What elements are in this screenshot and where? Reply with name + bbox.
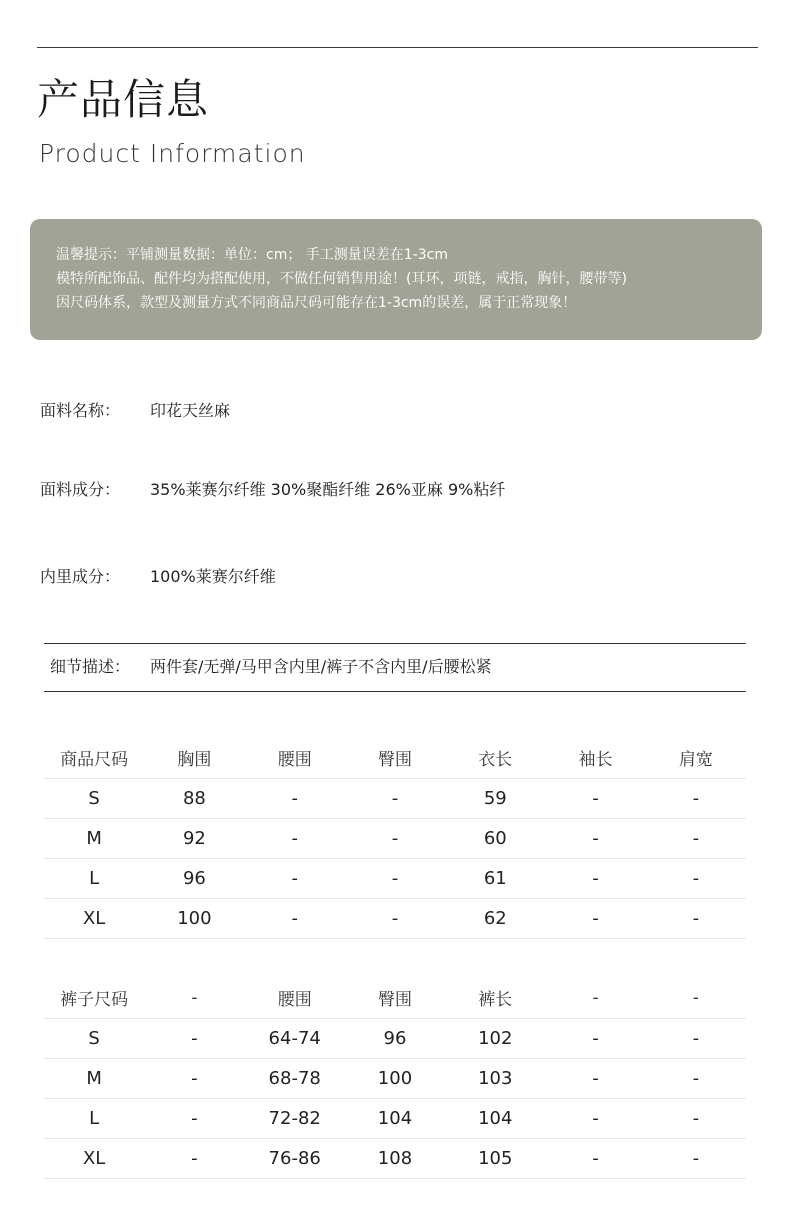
table-row bbox=[44, 1098, 746, 1138]
table-cell: XL bbox=[44, 898, 144, 938]
table-header-row bbox=[44, 978, 746, 1018]
header-cell: 裤子尺码 bbox=[44, 978, 144, 1018]
table-cell: - bbox=[345, 898, 445, 938]
table-cell: - bbox=[245, 818, 345, 858]
table-cell: - bbox=[245, 898, 345, 938]
table-cell: - bbox=[545, 1138, 645, 1178]
fabric-composition-row bbox=[40, 479, 505, 501]
header-cell: 腰围 bbox=[245, 978, 345, 1018]
header-cell: 商品尺码 bbox=[44, 738, 144, 778]
header-cell: 腰围 bbox=[245, 738, 345, 778]
table-cell: - bbox=[646, 858, 746, 898]
table-cell: - bbox=[646, 778, 746, 818]
notice-line: 模特所配饰品、配件均为搭配使用，不做任何销售用途！(耳环，项链，戒指，胸针，腰带等) bbox=[56, 271, 627, 287]
table-cell: 96 bbox=[345, 1018, 445, 1058]
lining-composition-label: 内里成分： bbox=[40, 567, 121, 586]
notice-box bbox=[30, 219, 762, 340]
table-row bbox=[44, 778, 746, 818]
table-cell: 60 bbox=[445, 818, 545, 858]
table-cell: S bbox=[44, 778, 144, 818]
table-cell: 108 bbox=[345, 1138, 445, 1178]
table-cell: M bbox=[44, 1058, 144, 1098]
table-cell: - bbox=[345, 858, 445, 898]
fabric-composition-label: 面料成分： bbox=[40, 480, 121, 499]
table-cell: - bbox=[646, 1018, 746, 1058]
table-cell: 104 bbox=[345, 1098, 445, 1138]
top-divider bbox=[37, 47, 758, 48]
detail-top-rule bbox=[44, 643, 746, 644]
table-cell: - bbox=[545, 1058, 645, 1098]
header-cell: 胸围 bbox=[144, 738, 244, 778]
table-cell: - bbox=[545, 818, 645, 858]
header-cell: 臀围 bbox=[345, 738, 445, 778]
table-cell: 59 bbox=[445, 778, 545, 818]
table-cell: M bbox=[44, 818, 144, 858]
header-cell: - bbox=[144, 978, 244, 1018]
table-cell: - bbox=[345, 778, 445, 818]
notice-line: 因尺码体系，款型及测量方式不同商品尺码可能存在1-3cm的误差，属于正常现象！ bbox=[56, 295, 577, 311]
table-cell: 100 bbox=[144, 898, 244, 938]
table-cell: - bbox=[545, 778, 645, 818]
table-cell: 72-82 bbox=[245, 1098, 345, 1138]
detail-label: 细节描述： bbox=[50, 657, 131, 676]
table-cell: 92 bbox=[144, 818, 244, 858]
table-cell: 64-74 bbox=[245, 1018, 345, 1058]
table-cell: - bbox=[646, 1058, 746, 1098]
table-cell: L bbox=[44, 858, 144, 898]
fabric-composition-value: 35%莱赛尔纤维 30%聚酯纤维 26%亚麻 9%粘纤 bbox=[150, 480, 506, 499]
table-cell: 104 bbox=[445, 1098, 545, 1138]
table-cell: - bbox=[646, 898, 746, 938]
table-cell: L bbox=[44, 1098, 144, 1138]
detail-row bbox=[50, 656, 492, 678]
header-cell: 裤长 bbox=[445, 978, 545, 1018]
table-cell: S bbox=[44, 1018, 144, 1058]
table-cell: - bbox=[144, 1098, 244, 1138]
header-cell: 肩宽 bbox=[646, 738, 746, 778]
header-cell: 臀围 bbox=[345, 978, 445, 1018]
table-cell: - bbox=[646, 1138, 746, 1178]
table-cell: 76-86 bbox=[245, 1138, 345, 1178]
notice-line: 温馨提示：平铺测量数据：单位：cm； 手工测量误差在1-3cm bbox=[56, 247, 448, 263]
table-row bbox=[44, 1018, 746, 1058]
table-cell: - bbox=[545, 858, 645, 898]
table-row bbox=[44, 858, 746, 898]
table-cell: 61 bbox=[445, 858, 545, 898]
table-cell: 100 bbox=[345, 1058, 445, 1098]
header-cell: 衣长 bbox=[445, 738, 545, 778]
table-cell: 88 bbox=[144, 778, 244, 818]
table-row bbox=[44, 1138, 746, 1178]
table-cell: 102 bbox=[445, 1018, 545, 1058]
lining-composition-row bbox=[40, 566, 276, 588]
detail-bottom-rule bbox=[44, 691, 746, 692]
table-row bbox=[44, 1058, 746, 1098]
table-cell: 105 bbox=[445, 1138, 545, 1178]
fabric-name-row bbox=[40, 400, 230, 422]
table-cell: - bbox=[144, 1018, 244, 1058]
table-cell: 103 bbox=[445, 1058, 545, 1098]
table-cell: 96 bbox=[144, 858, 244, 898]
table-row bbox=[44, 818, 746, 858]
table-cell: - bbox=[345, 818, 445, 858]
table-cell: - bbox=[646, 1098, 746, 1138]
header-cell: 袖长 bbox=[545, 738, 645, 778]
table-cell: 62 bbox=[445, 898, 545, 938]
table-header-row bbox=[44, 738, 746, 778]
fabric-name-value: 印花天丝麻 bbox=[150, 401, 231, 420]
header-cell: - bbox=[646, 978, 746, 1018]
lining-composition-value: 100%莱赛尔纤维 bbox=[150, 567, 276, 586]
table-cell: XL bbox=[44, 1138, 144, 1178]
top-size-table bbox=[44, 738, 746, 939]
page-title: 产品信息 bbox=[37, 75, 210, 124]
table-cell: - bbox=[545, 898, 645, 938]
detail-value: 两件套/无弹/马甲含内里/裤子不含内里/后腰松紧 bbox=[150, 657, 492, 676]
table-row bbox=[44, 898, 746, 938]
page-subtitle: Product Information bbox=[39, 139, 306, 168]
table-cell: - bbox=[144, 1058, 244, 1098]
header-cell: - bbox=[545, 978, 645, 1018]
table-cell: - bbox=[646, 818, 746, 858]
table-cell: - bbox=[545, 1018, 645, 1058]
table-cell: - bbox=[245, 858, 345, 898]
pants-size-table bbox=[44, 978, 746, 1179]
table-cell: - bbox=[545, 1098, 645, 1138]
table-cell: - bbox=[144, 1138, 244, 1178]
fabric-name-label: 面料名称： bbox=[40, 401, 121, 420]
table-cell: - bbox=[245, 778, 345, 818]
table-cell: 68-78 bbox=[245, 1058, 345, 1098]
